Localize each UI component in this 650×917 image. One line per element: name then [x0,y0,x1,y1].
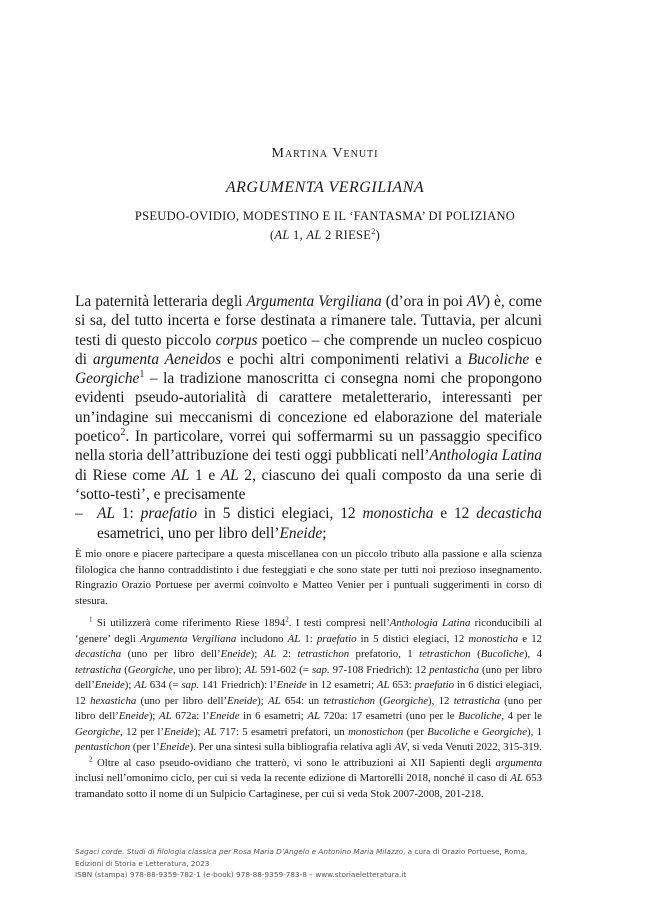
footer-citation: Sagaci corde. Studi di filologia classica per Rosa Maria D’Angelo e Antonino Maria Milazzo, a cura di Orazio Portuese, Roma, Edizioni di Storia e Letteratura, 2023 [75,847,528,868]
footer-isbn: ISBN (stampa) 978-88-9359-782-1 (e-book) 978-88-9359-783-8 – www.storiaeletteratura.it [75,870,407,879]
subtitle-line-2: (AL 1, AL 2 RIESE$^2$) [269,226,381,242]
footnote-1: $^1$ Si utilizzerà come riferimento Riese 1894$^2$. I testi compresi nell’Anthologia Latina riconducibili al ‘genere’ degli Argumenta Vergiliana includono AL 1: praefatio in 5 distici elegiaci, 12 monosticha e 12 decasticha (uno per libro dell’Eneide); AL 2: tetrastichon prefatorio, 1 tetrastichon (Bucoliche), 4 tetrasticha (Georgiche, uno per libro); AL 591-602 (= sap. 97-108 Friedrich): 12 pentasticha (uno per libro dell’Eneide); AL 634 (= sap. 141 Friedrich): l’Eneide in 12 esametri; AL 653: praefatio in 6 distici elegiaci, 12 hexasticha (uno per libro dell’Eneide); AL 654: un tetrastichon (Georgiche), 12 tetrasticha (uno per libro dell’Eneide); AL 672a: l’Eneide in 6 esametri; AL 720a: 17 esametri (uno per le Bucoliche, 4 per le Georgiche, 12 per l’Eneide); AL 717: 5 esametri prefatori, un monostichon (per Bucoliche e Georgiche), 1 pentastichon (per l’Eneide). Per una sintesi sulla bibliografia relativa agli AV, si veda Venuti 2022, 315-319. [75,615,542,753]
footnotes [75,616,542,802]
footnote-2: $^2$ Oltre al caso pseudo-ovidiano che tratterò, vi sono le attribuzioni ai XII Sapienti degli argumenta inclusi nell’omonimo ciclo, per cui si veda la recente edizione di Martorelli 2018, nonché il caso di AL 653 tramandato sotto il nome di un Sulpicio Cartaginese, per cui si veda Stok 2007-2008, 201-218. [75,754,542,800]
acknowledgement-note: È mio onore e piacere partecipare a questa miscellanea con un piccolo tributo alla passione e alla scienza filologica che hanno contraddistinto i due festeggiati e che sono state per tutti noi prezioso insegnamento. Ringrazio Orazio Portuese per avermi coinvolto e Matteo Venier per i puntuali suggerimenti in corso di stesura. [75,548,542,607]
article-title: ARGUMENTA VERGILIANA [225,179,425,196]
list-dash: – [75,505,83,523]
footnote-ref-1[interactable]: 1 [139,369,145,381]
subtitle-line-1: PSEUDO-OVIDIO, MODESTINO E IL ‘FANTASMA’ DI POLIZIANO [134,209,516,223]
main-text [75,292,542,543]
list-item: – AL 1: praefatio in 5 distici elegiaci, 12 monosticha e 12 decasticha esametrici, uno per libro dell’Eneide; [75,505,543,542]
body-paragraph: La paternità letteraria degli Argumenta Vergiliana (d’ora in poi AV) è, come si sa, del tutto incerta e forse destinata a rimanere tale. Tuttavia, per alcuni testi di questo piccolo corpus poetico – che comprende un nucleo cospicuo di argumenta Aeneidos e pochi altri componimenti relativi a Bucoliche e Georgiche$^1$ – la tradizione manoscritta ci consegna nomi che propongono evidenti pseudo-autorialità di carattere metaletterario, interessanti per un’indagine sui meccanismi di concezione ed elaborazione del materiale poetico$^2$. In particolare, vorrei qui soffermarmi su un passaggio specifico nella storia dell’attribuzione dei testi oggi pubblicati nell’Anthologia Latina di Riese come AL 1 e AL 2, ciascuno dei quali composto da una serie di ‘sotto-testi’, e precisamente [75,293,543,503]
article-subtitle [0,207,650,245]
footnote-ref-2[interactable]: 2 [120,426,126,438]
author-name: Martina Venuti [271,146,379,161]
publication-footer [75,846,555,881]
